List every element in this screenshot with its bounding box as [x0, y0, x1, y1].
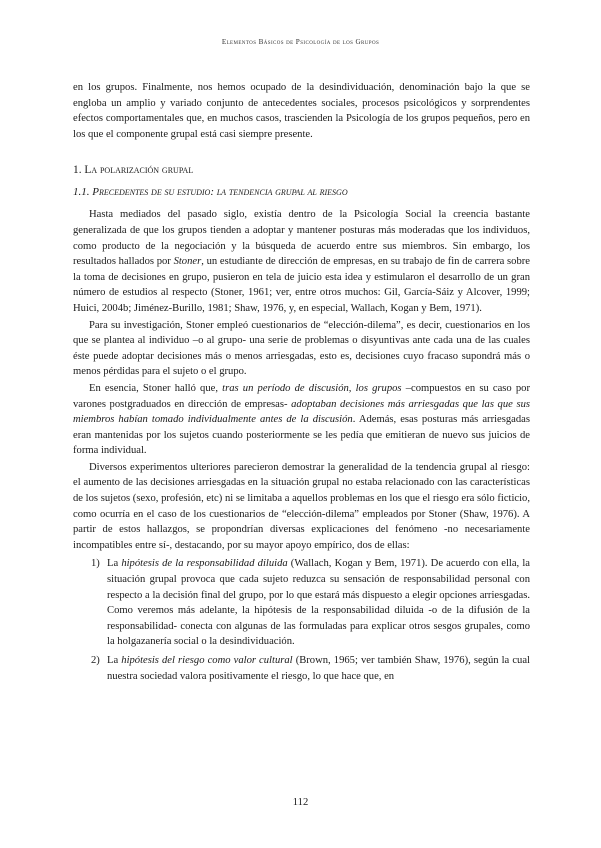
page-number: 112 [292, 797, 309, 808]
list-item-text-a: La [107, 655, 122, 666]
section-heading: 1. La polarización grupal [73, 164, 194, 177]
list-item-emphasis: hipótesis de la responsabilidad diluida [121, 558, 288, 570]
running-head: Elementos Básicos de Psicología de los Grupos [221, 38, 380, 46]
paragraph-3-emphasis-1: tras un período de discusión, los grupos [222, 382, 402, 394]
paragraph-3-text-c: . Además, esas posturas más arriesgadas eran mantenidas por los sujetos cuando posteriormente se les pedía que emitieran de nuevo sus juicios de forma individual. [73, 414, 530, 457]
list-item-text-a: La [107, 558, 122, 570]
paragraph-3 [73, 381, 530, 459]
paragraph-3-text-a: En esencia, Stoner halló que, [89, 382, 223, 394]
paragraph-1-text-a: Hasta mediados del pasado siglo, existía dentro de la Psicología Social la creencia bastante generalizada de que los grupos tienden a adoptar y mantener posturas más moderadas que los individuos, como producto de la negociación y la búsqueda de acuerdo entre sus miembros. Sin embargo, los resultados hallados por [73, 209, 530, 268]
paragraph-1-emphasis: Stoner [173, 256, 202, 268]
list-item-text-b: (Wallach, Kogan y Bem, 1971). De acuerdo con ella, la situación grupal provoca que cada sujeto reduzca su sensación de responsabilidad personal con respecto a la decisión final del grupo, por lo que estará más dispuesto a elegir opciones arriesgadas. Como veremos más adelante, la hipótesis de la responsabilidad diluida -o de la difusión de la responsabilidad- conecta con algunas de las formuladas para explicar otros sesgos grupales, como la holgazanería social o la desindividuación. [107, 558, 530, 648]
intro-paragraph: en los grupos. Finalmente, nos hemos ocupado de la desindividuación, denominación bajo la que se engloba un amplio y variado conjunto de antecedentes sociales, procesos psicológicos y sorprendentes efectos comportamentales que, en muchos casos, trascienden la Psicología de los grupos pequeños, pero en los que el componente grupal está casi siempre presente. [73, 82, 530, 140]
list-item-number: 1) [91, 558, 100, 570]
list-item-emphasis: hipótesis del riesgo como valor cultural [121, 655, 293, 666]
paragraph-3-emphasis-2: adoptaban decisiones más arriesgadas que las que sus miembros habían tomado individualmente antes de la discusión [73, 398, 530, 426]
page-body [73, 80, 530, 684]
list-item-number: 2) [91, 655, 100, 666]
paragraph-4: Diversos experimentos ulteriores parecieron demostrar la generalidad de la tendencia grupal al riesgo: el aumento de las decisiones arriesgadas en la situación grupal no estaba relacionado con las características de los sujetos (sexo, profesión, etc) ni se limitaba a aquellos problemas en los que el riesgo era sólo ficticio, como ocurría en el caso de los cuestionarios de “elección-dilema” empleados por Stoner (Shaw, 1976). A partir de estos hallazgos, se propondrían diversas explicaciones del fenómeno -no necesariamente incompatibles entre sí-, destacando, por su mayor apoyo empírico, dos de ellas: [73, 461, 530, 551]
paragraph-3-text-b: –compuestos en su caso por varones postgraduados en dirección de empresas- [73, 382, 531, 410]
paragraph-1-text-b: , un estudiante de dirección de empresas, en su trabajo de fin de carrera sobre la toma de decisiones en grupo, pusieron en tela de juicio esta idea y estimularon el desarrollo de un gran número de estudios al respecto (Stoner, 1961; ver, entre otros muchos: Gil, García-Sáiz y Alcover, 1999; Huici, 2004b; Jiménez-Burillo, 1981; Shaw, 1976, y, en especial, Wallach, Kogan y Bem, 1971). [73, 256, 530, 314]
paragraph-1 [73, 207, 530, 316]
list-item [73, 653, 530, 684]
paragraph-2: Para su investigación, Stoner empleó cuestionarios de “elección-dilema”, es decir, cuestionarios en los que se plantea al individuo –o al grupo- una serie de problemas o disyuntivas ante cada una de las cuales éste puede adoptar decisiones más o menos arriesgadas, esto es, decisiones cuyo fracaso supondrá más o menos pérdidas para el sujeto o el grupo. [73, 319, 530, 378]
list-item [73, 556, 530, 650]
list-item-text-b: (Brown, 1965; ver también Shaw, 1976), según la cual nuestra sociedad valora positivamente el riesgo, lo que hace que, en [107, 655, 530, 682]
hypotheses-list [73, 556, 530, 684]
subsection-heading: 1.1. Precedentes de su estudio: la tendencia grupal al riesgo [73, 186, 348, 199]
